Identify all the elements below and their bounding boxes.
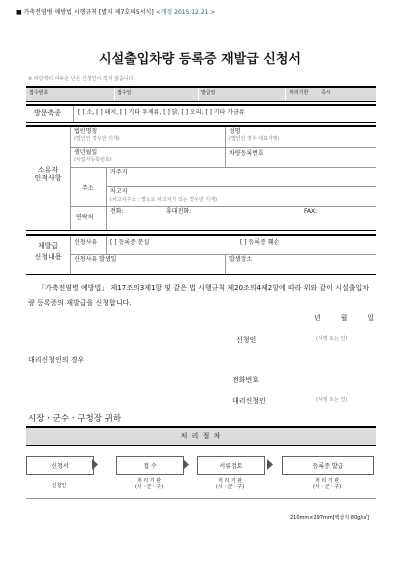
arrow-right-icon	[267, 458, 281, 471]
amendment-date: <개정 2015.12.21.>	[155, 9, 216, 16]
phone-label: 전화:	[110, 208, 124, 215]
actor-receipt: 처 리 기 관 (시ㆍ군ㆍ구)	[134, 478, 164, 490]
actor-review: 처 리 기 관 (시ㆍ군ㆍ구)	[215, 478, 245, 490]
proxy-case-label: 대리신청인의 경우	[28, 356, 85, 364]
month-label: 월	[340, 314, 348, 322]
applicant-sign-hint: (서명 또는 인)	[316, 336, 348, 342]
reissue-top-rule	[26, 234, 376, 236]
mobile-label: 휴대전화:	[166, 208, 192, 215]
garage-hint: (차고지주소 : 별도로 차고지가 있는 경우만 기재)	[110, 197, 217, 203]
arrow-right-icon	[92, 458, 116, 471]
form-header	[16, 10, 215, 17]
name-label: 성명	[229, 128, 241, 135]
processing-period-value: 즉시	[321, 90, 331, 96]
shaded-note: ※ 바탕색이 어두운 난은 신청인이 적지 않습니다.	[28, 76, 136, 82]
garage-label: 차고지	[110, 188, 128, 195]
name-hint: (법인인 경우 대표자명)	[229, 136, 280, 142]
reissue-label: 재발급 신청내용	[34, 242, 62, 262]
corp-name-hint: (법인인 경우만 기재)	[74, 136, 120, 142]
actor-applicant: 신청인	[51, 483, 67, 489]
day-label: 일	[367, 314, 374, 322]
step-issue: 등록증 발급	[282, 456, 374, 475]
livestock-top-rule	[26, 104, 376, 106]
fax-label: FAX:	[304, 208, 318, 215]
livestock-options	[78, 110, 245, 117]
proxy-applicant-label: 대리신청인	[232, 397, 266, 405]
option-pig[interactable]: [ ] 돼지,	[96, 109, 119, 116]
applicant-label: 신청인	[236, 336, 257, 344]
livestock-label: 방문축종	[34, 109, 62, 117]
reason-damaged[interactable]: [ ] 등록증 훼손	[240, 239, 280, 246]
step-review: 서류검토	[197, 456, 265, 475]
receipt-date: 접수일	[117, 90, 132, 96]
year-label: 년	[314, 314, 321, 322]
option-duck[interactable]: [ ] 오리,	[181, 109, 204, 116]
owner-top-rule	[26, 125, 376, 127]
processing-period-label: 처리기한	[289, 90, 309, 96]
actor-issue: 처 리 기 관 (시ㆍ군ㆍ구)	[312, 478, 342, 490]
option-chicken[interactable]: [ ] 닭,	[163, 109, 180, 116]
option-cattle[interactable]: [ ] 소,	[78, 109, 95, 116]
step-application: 신청서	[26, 456, 94, 475]
form-title: 시설출입차량 등록증 재발급 신청서	[99, 52, 301, 67]
date-line	[314, 314, 374, 322]
option-other-poultry[interactable]: [ ] 기타 가금류	[205, 109, 245, 116]
paper-spec: 210mm×297mm[백상지 80g/㎡]	[290, 515, 369, 521]
reason-label: 신청사유	[74, 239, 98, 246]
reason-lost[interactable]: [ ] 등록증 분실	[110, 239, 150, 246]
birth-label: 생년월일	[74, 149, 98, 156]
receipt-number: 접수번호	[29, 90, 49, 96]
reason-date-label: 신청사유 발생일	[74, 256, 117, 263]
birth-hint: (사업자등록번호)	[74, 157, 112, 163]
arrow-right-icon	[183, 458, 197, 471]
bullet: ■	[16, 9, 22, 16]
address-label: 주소	[82, 185, 94, 192]
corp-name-label: 법인명칭	[74, 128, 98, 135]
law-reference: 가축전염병 예방법 시행규칙 [별지 제7호의5서식]	[23, 9, 154, 16]
step-receipt: 접 수	[116, 456, 184, 475]
contact-label: 연락처	[76, 214, 94, 221]
place-label: 발생장소	[229, 256, 253, 263]
proxy-phone-label: 전화번호	[232, 376, 260, 384]
residence-label: 거주지	[110, 169, 128, 176]
process-title: 처 리 절 차	[180, 432, 222, 440]
addressee: 시장ㆍ군수ㆍ구청장 귀하	[28, 414, 122, 424]
option-other-cloven[interactable]: [ ] 기타 우제류,	[120, 109, 162, 116]
application-statement: 「가축전염병 예방법」 제17조의3제1항 및 같은 법 시행규칙 제20조의4제2항에 따라 위와 같이 시설출입차량 등록증의 재발급을 신청합니다.	[28, 284, 370, 307]
vehicle-number-label: 차량등록번호	[229, 150, 264, 157]
issue-date: 발급일	[201, 90, 216, 96]
proxy-sign-hint: (서명 또는 인)	[316, 397, 348, 403]
owner-label: 소유자 인적사항	[34, 166, 62, 183]
